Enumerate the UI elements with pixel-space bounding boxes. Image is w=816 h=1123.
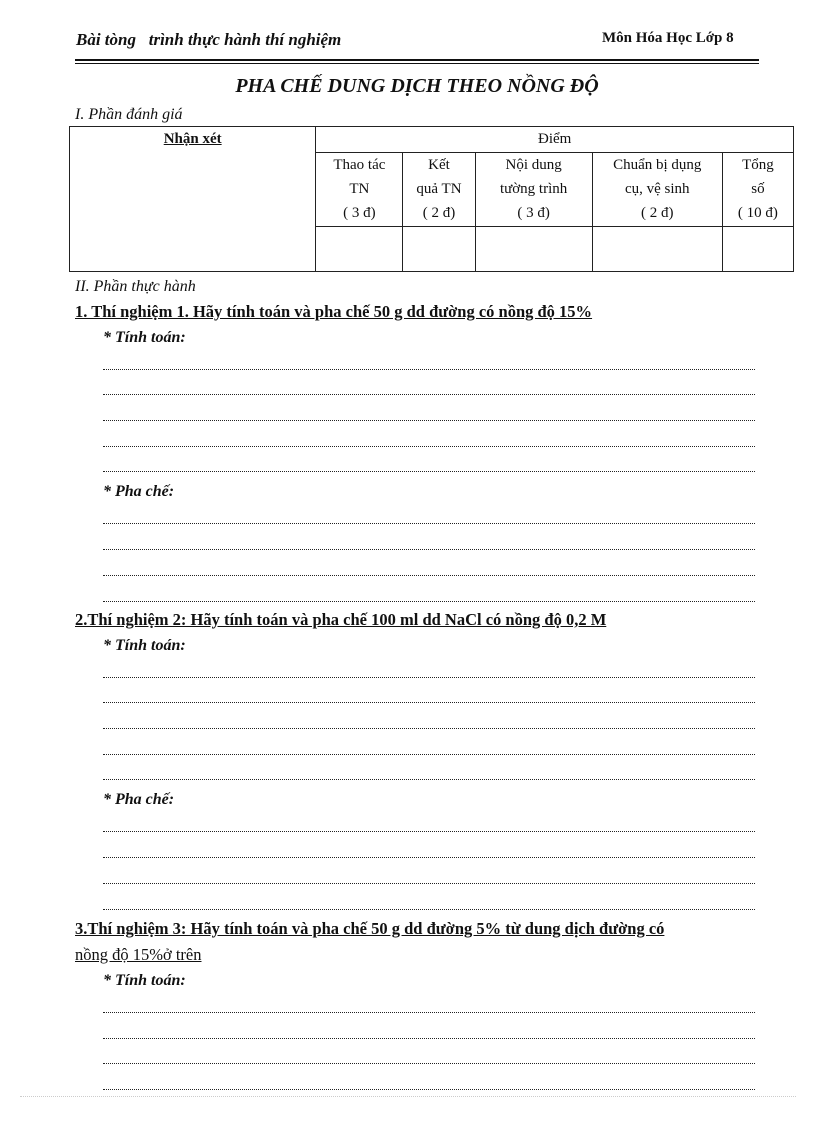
section-evaluation-heading: I. Phần đánh giá [75, 106, 183, 123]
experiment-1-heading: 1. Thí nghiệm 1. Hãy tính toán và pha chế 50 g dd đường có nồng độ 15% [75, 302, 593, 321]
answer-line[interactable] [103, 883, 755, 884]
comment-cell[interactable] [70, 127, 316, 272]
header-subject: Môn Hóa Học Lớp 8 [602, 30, 734, 46]
grading-table [69, 126, 794, 272]
criterion-report: Nội dung tường trình ( 3 đ) [475, 153, 592, 227]
experiment-2-heading: 2.Thí nghiệm 2: Hãy tính toán và pha chế 100 ml dd NaCl có nồng độ 0,2 M [75, 610, 607, 629]
answer-line[interactable] [103, 420, 755, 421]
answer-line[interactable] [103, 728, 755, 729]
answer-line[interactable] [103, 394, 755, 395]
criterion-preparation: Chuẩn bị dụng cụ, vệ sinh ( 2 đ) [592, 153, 722, 227]
page-title: PHA CHẾ DUNG DỊCH THEO NỒNG ĐỘ [235, 75, 599, 97]
experiment-3-heading-line1: 3.Thí nghiệm 3: Hãy tính toán và pha chế 50 g dd đường 5% từ dung dịch đường có [75, 919, 665, 938]
answer-line[interactable] [103, 601, 755, 602]
exp2-calc-label: * Tính toán: [103, 637, 186, 654]
answer-line[interactable] [103, 471, 755, 472]
exp1-calc-label: * Tính toán: [103, 329, 186, 346]
answer-line[interactable] [103, 1012, 755, 1013]
criterion-result: Kết quả TN ( 2 đ) [403, 153, 475, 227]
score-input-technique[interactable] [316, 227, 403, 272]
score-header: Điểm [316, 127, 794, 153]
experiment-3-heading-line2: nồng độ 15%ở trên [75, 945, 202, 964]
exp1-mix-label: * Pha chế: [103, 483, 175, 500]
answer-line[interactable] [103, 909, 755, 910]
answer-line[interactable] [103, 1089, 755, 1090]
comment-header: Nhận xét [163, 131, 222, 147]
score-input-preparation[interactable] [592, 227, 722, 272]
answer-line[interactable] [103, 831, 755, 832]
score-input-result[interactable] [403, 227, 475, 272]
exp2-mix-label: * Pha chế: [103, 791, 175, 808]
section-practice-heading: II. Phần thực hành [75, 278, 196, 295]
criterion-technique: Thao tác TN ( 3 đ) [316, 153, 403, 227]
answer-line[interactable] [103, 1063, 755, 1064]
answer-line[interactable] [103, 523, 755, 524]
score-input-total[interactable] [722, 227, 793, 272]
answer-line[interactable] [103, 677, 755, 678]
answer-line[interactable] [103, 754, 755, 755]
answer-line[interactable] [103, 446, 755, 447]
answer-line[interactable] [103, 1038, 755, 1039]
answer-line[interactable] [103, 779, 755, 780]
page-bottom-edge [20, 1096, 796, 1097]
answer-line[interactable] [103, 549, 755, 550]
answer-line[interactable] [103, 702, 755, 703]
answer-line[interactable] [103, 857, 755, 858]
header-rule-thin [75, 63, 759, 64]
answer-line[interactable] [103, 369, 755, 370]
header-rule-thick [75, 59, 759, 61]
answer-line[interactable] [103, 575, 755, 576]
header-left-title: Bài tòng trình thực hành thí nghiệm [76, 30, 342, 49]
exp3-calc-label: * Tính toán: [103, 972, 186, 989]
criterion-total: Tổng số ( 10 đ) [722, 153, 793, 227]
score-input-report[interactable] [475, 227, 592, 272]
